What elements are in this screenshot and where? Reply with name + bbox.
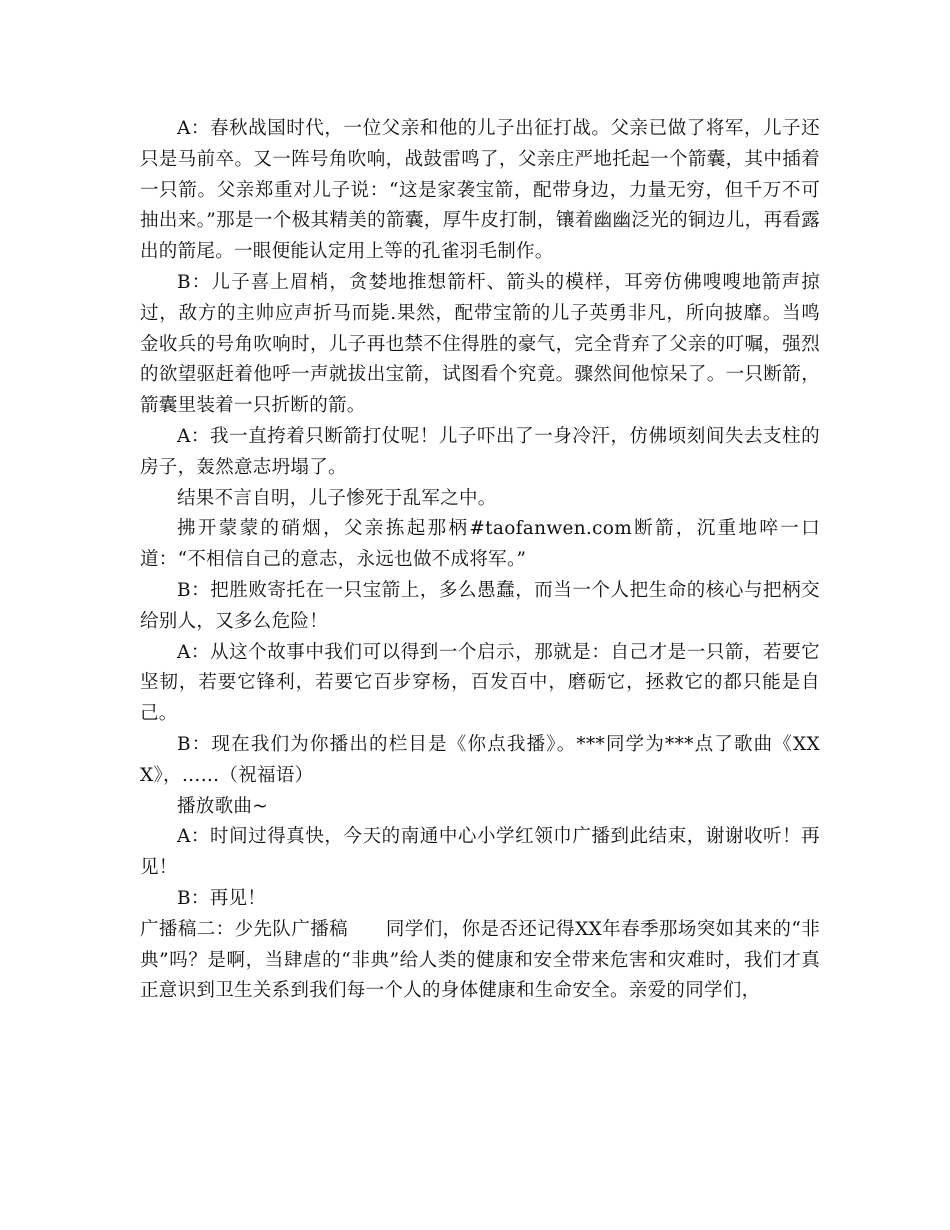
document-page <box>140 114 820 1007</box>
paragraph-b-son-draws-arrow: B：儿子喜上眉梢，贪婪地推想箭杆、箭头的模样，耳旁仿佛嗖嗖地箭声掠过，敌方的主帅应声折马而毙.果然，配带宝箭的儿子英勇非凡，所向披靡。当鸣金收兵的号角吹响时，儿子再也禁不住得胜的豪气，完全背弃了父亲的叮嘱，强烈的欲望驱赶着他呼一声就拔出宝箭，试图看个究竟。骤然间他惊呆了。一只断箭，箭囊里装着一只折断的箭。 <box>140 271 820 417</box>
paragraph-a-story-intro: A：春秋战国时代，一位父亲和他的儿子出征打战。父亲已做了将军，儿子还只是马前卒。又一阵号角吹响，战鼓雷鸣了，父亲庄严地托起一个箭囊，其中插着一只箭。父亲郑重对儿子说：“这是家袭宝箭，配带身边，力量无穷，但千万不可抽出来。”那是一个极其精美的箭囊，厚牛皮打制，镶着幽幽泛光的铜边儿，再看露出的箭尾。一眼便能认定用上等的孔雀羽毛制作。 <box>140 118 820 263</box>
paragraph-a-lesson: A：从这个故事中我们可以得到一个启示，那就是：自己才是一只箭，若要它坚韧，若要它锋利，若要它百步穿杨，百发百中，磨砺它，拯救它的都只能是自己。 <box>140 641 820 725</box>
paragraph-father-words: 拂开蒙蒙的硝烟，父亲拣起那柄#taofanwen.com断箭，沉重地啐一口道：“不相信自己的意志，永远也做不成将军。” <box>140 518 820 571</box>
paragraph-broadcast-two: 广播稿二：少先队广播稿 同学们，你是否还记得XX年春季那场突如其来的“非典”吗？是啊，当肆虐的“非典”给人类的健康和安全带来危害和灾难时，我们才真正意识到卫生关系到我们每一个人的身体健康和生命安全。亲爱的同学们， <box>140 918 820 1002</box>
paragraph-a-broken-arrow: A：我一直挎着只断箭打仗呢！儿子吓出了一身冷汗，仿佛顷刻间失去支柱的房子，轰然意志坍塌了。 <box>140 425 820 478</box>
paragraph-result: 结果不言自明，儿子惨死于乱军之中。 <box>177 487 497 509</box>
paragraph-b-danger: B：把胜败寄托在一只宝箭上，多么愚蠢，而当一个人把生命的核心与把柄交给别人，又多么危险！ <box>140 579 820 632</box>
paragraph-play-song: 播放歌曲~ <box>177 795 269 817</box>
paragraph-b-goodbye: B：再见！ <box>177 887 267 909</box>
paragraph-b-song-request: B：现在我们为你播出的栏目是《你点我播》。***同学为***点了歌曲《XXX》，……（祝福语） <box>140 733 820 786</box>
paragraph-a-closing: A：时间过得真快，今天的南通中心小学红领巾广播到此结束，谢谢收听！再见！ <box>140 826 820 879</box>
